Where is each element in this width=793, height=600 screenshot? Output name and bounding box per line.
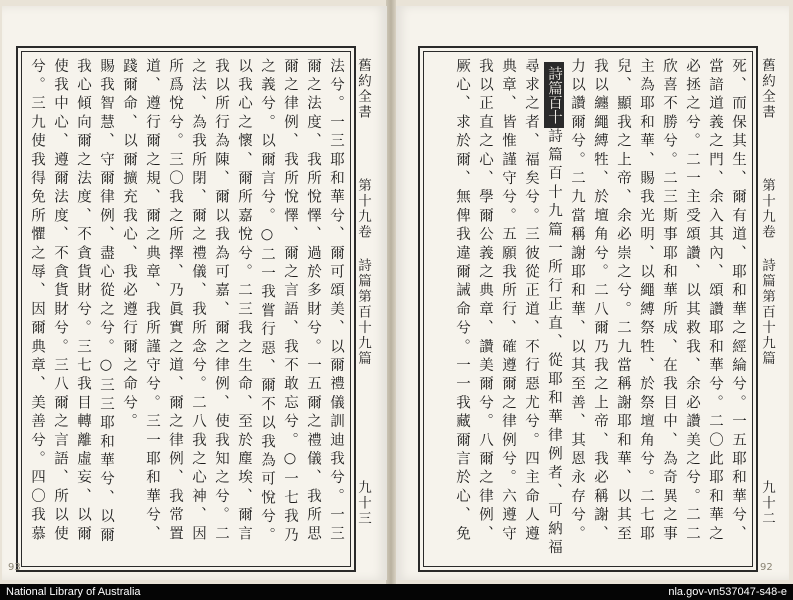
book-gutter: [386, 0, 396, 584]
running-title: 舊約全書: [355, 58, 371, 120]
text-column: 我心傾向爾之法度、不貪貨財兮。三七我目轉離虛妄、以爾: [75, 58, 91, 545]
right-inner-rule: [423, 51, 753, 567]
running-title: 舊約全書: [759, 58, 775, 120]
footer-bar: [0, 584, 793, 600]
text-column: 以我心之懷、爾所嘉悅兮。二三我之生命、至於塵埃、爾言: [236, 58, 252, 545]
text-column: 兒、顯我之上帝、余必崇之兮。二九當稱謝耶和華、以其至: [615, 58, 631, 545]
text-column: 尋求之者、福矣兮。三彼從正道、不行惡尤兮。四主命人遵: [523, 58, 539, 545]
left-inner-rule: [21, 51, 351, 567]
text-column: 必拯之兮。二一主受頌讚、以其救我、余必讚美之兮。二二: [684, 58, 700, 545]
text-column: 我以正直之心、學爾公義之典章、讚美爾兮。八爾之律例、: [477, 58, 493, 545]
psalm-label: 詩篇第百十九篇: [759, 258, 775, 367]
folio-number: 九十二: [759, 480, 775, 527]
text-column: 主為耶和華、賜我光明、以繩縛祭牲、於祭壇角兮。二七耶: [638, 58, 654, 545]
text-column: 爾之法度、我所悅懌、過於多財兮。一五爾之禮儀、我所思: [305, 58, 321, 545]
text-column: 詩篇百十九篇一所行正直、從耶和華律例者、可納福: [546, 128, 562, 559]
left-page: [2, 6, 387, 580]
text-column: 我以所行為陳、爾以我為可嘉、爾之律例、使我知之兮。二: [213, 58, 229, 545]
text-column: 之義兮。以爾言兮。○二一我嘗行惡、爾不以我為可悅兮。: [259, 58, 275, 546]
text-column: 使我中心、遵爾法度、不貪貨財兮。三八爾之言語、所以使: [52, 58, 68, 545]
left-text-frame: [16, 46, 356, 572]
text-column: 欣喜不勝兮。二三斯事耶和華所成、在我目中、為奇異之事: [661, 58, 677, 545]
text-column: 力以讚爾兮。二九當稱謝耶和華、以其至善、其恩永存兮。: [569, 58, 585, 545]
footer-library-name: National Library of Australia: [6, 586, 141, 598]
corner-page-number: 93: [8, 562, 21, 573]
text-column: 踐爾命、以爾擴充我心、我必遵行爾之命兮。: [121, 58, 137, 432]
right-page: [396, 6, 789, 580]
text-column: 法兮。一三耶和華兮、爾可頌美、以爾禮儀訓迪我兮。一三: [328, 58, 344, 545]
section-heading: 詩篇百十: [544, 62, 564, 128]
text-column: 道、遵行爾之規、爾之典章、我所謹守兮。三一耶和華兮、: [144, 58, 160, 545]
psalm-label: 詩篇第百十九篇: [355, 258, 371, 367]
text-column: 厥心、求於爾、無俾我違爾誡命兮。一一我藏爾言於心、免: [454, 58, 470, 545]
volume-label: 第十九卷: [355, 178, 371, 240]
folio-number: 九十三: [355, 480, 371, 527]
text-column: 當諳道義之門、余入其內、頌讚耶和華兮。二〇此耶和華之: [707, 58, 723, 545]
text-column: 我以纏繩縛牲、於壇角兮。二八爾乃我之上帝、我必稱謝、: [592, 58, 608, 545]
text-column: 賜我智慧、守爾律例、盡心從之兮。○三三耶和華兮、以爾: [98, 58, 114, 546]
text-column: 之法、為我所閉、爾之禮儀、我所念兮。二八我之心神、因: [190, 58, 206, 545]
right-text-frame: [418, 46, 758, 572]
text-column: 所爲悅兮。三〇我之所擇、乃眞實之道、爾之律例、我常置: [167, 58, 183, 545]
corner-page-number: 92: [760, 562, 773, 573]
text-column: 死、而保其生、爾有道、耶和華之經綸兮。一五耶和華兮、: [730, 58, 746, 545]
footer-identifier: nla.gov-vn537047-s48-e: [668, 586, 787, 598]
text-column: 爾之律例、我所悅懌、爾之言語、我不敢忘兮。○一七我乃: [282, 58, 298, 546]
text-column: 兮。三九使我得免所懼之辱、因爾典章、美善兮。四〇我慕: [29, 58, 45, 545]
text-column: 典章、皆惟謹守兮。五願我所行、確遵爾之律例兮。六遵守: [500, 58, 516, 545]
volume-label: 第十九卷: [759, 178, 775, 240]
